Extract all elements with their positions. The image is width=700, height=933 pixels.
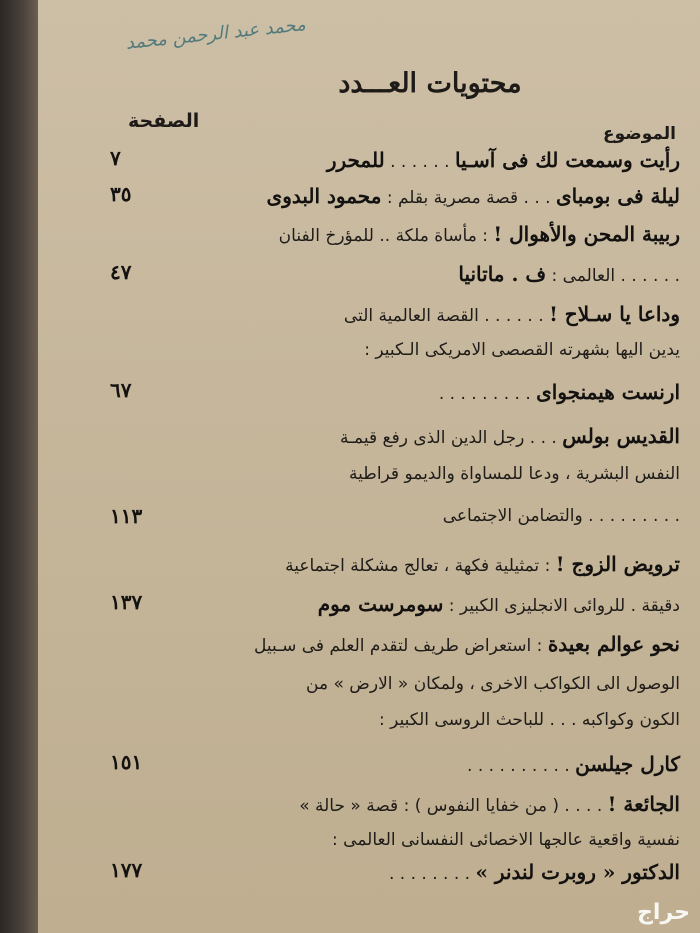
toc-entry <box>439 380 680 404</box>
entry-page-number: ١١٣ <box>110 504 143 528</box>
toc-entry <box>299 792 680 816</box>
book-spine-shadow <box>0 0 38 933</box>
entry-description: : مأساة ملكة .. للمؤرخ الفنان <box>278 226 488 246</box>
entry-title: نحو عوالم بعيدة <box>547 632 680 656</box>
entry-description: ( من خفايا النفوس ) : قصة « حالة » <box>299 796 560 816</box>
toc-entry <box>306 674 680 694</box>
leader-dots: . . . . . . . . . . <box>467 756 570 776</box>
toc-entry <box>458 262 680 286</box>
leader-dots: . . . . <box>564 796 603 816</box>
leader-dots: . . . . . . . . . <box>438 384 531 404</box>
entry-page-number: ١٣٧ <box>110 590 143 614</box>
entry-description: قصة مصرية بقلم : <box>386 188 519 208</box>
entry-description: الكون وكواكبه . . . للباحث الروسى الكبير : <box>378 710 680 730</box>
entry-description: يدين اليها بشهرته القصصى الامريكى الـكبير : <box>364 340 680 360</box>
handwritten-signature: محمد عبد الرحمن محمد <box>124 14 307 54</box>
watermark-logo: حراج <box>637 900 690 925</box>
entry-title: ليلة فى بومباى <box>555 184 680 208</box>
toc-entry <box>318 592 680 616</box>
toc-entry <box>332 830 680 850</box>
entry-author: ف . ماتانيا <box>458 262 547 286</box>
entry-page-number: ٦٧ <box>110 378 132 402</box>
entry-title: وداعا يا سـلاح ! <box>549 302 680 326</box>
entry-author: سومرست موم <box>317 592 444 616</box>
leader-dots: . . . . . . <box>484 306 544 326</box>
entry-description: والتضامن الاجتماعى <box>442 506 583 526</box>
toc-entry <box>279 222 680 246</box>
leader-dots: . . . . . . . . <box>389 864 471 884</box>
page-title: محتويات العـــدد <box>338 68 522 99</box>
entry-title: ربيبة المحن والأهوال ! <box>493 222 680 246</box>
toc-entry <box>467 752 680 776</box>
entry-page-number: ١٧٧ <box>110 858 143 882</box>
toc-entry <box>267 184 680 208</box>
entry-description: رجل الدين الذى رفع قيمـة <box>339 428 525 448</box>
toc-entry <box>389 860 680 884</box>
entry-description: نفسية واقعية عالجها الاخصائى النفسانى العالمى : <box>332 830 680 850</box>
leader-dots: . . . . . . <box>390 152 450 172</box>
entry-description: القصة العالمية التى <box>343 306 479 326</box>
toc-entry <box>340 424 680 448</box>
entry-page-number: ٧ <box>110 146 121 170</box>
entry-page-number: ١٥١ <box>110 750 143 774</box>
entry-description: العالمى : <box>551 266 616 286</box>
topic-column-header: الموضوع <box>603 124 676 144</box>
page-column-header: الصفحة <box>128 110 200 132</box>
toc-entry <box>379 710 680 730</box>
entry-author: للمحرر <box>326 148 385 172</box>
entry-author: محمود البدوى <box>266 184 382 208</box>
entry-title: ارنست هيمنجواى <box>536 380 680 404</box>
leader-dots: . . . . . . <box>620 266 680 286</box>
entry-description: دقيقة . للروائى الانجليزى الكبير : <box>448 596 680 616</box>
toc-entry <box>327 148 680 172</box>
entry-page-number: ٤٧ <box>110 260 132 284</box>
entry-title: الجائعة ! <box>607 792 680 816</box>
toc-entry <box>349 464 680 484</box>
entry-description: الوصول الى الكواكب الاخرى ، ولمكان « الارض » من <box>306 674 680 694</box>
toc-entry <box>364 340 680 360</box>
toc-entry <box>285 552 680 576</box>
entry-title: ترويض الزوج ! <box>555 552 680 576</box>
leader-dots: . . . . . . . . . <box>588 506 680 526</box>
toc-entry <box>254 632 680 656</box>
entry-description: النفس البشرية ، ودعا للمساواة والديمو قراطية <box>349 464 680 484</box>
leader-dots: . . . <box>529 428 557 448</box>
entry-title: رأيت وسمعت لك فى آسـيا <box>454 148 680 172</box>
toc-entry <box>344 302 680 326</box>
entry-title: كارل جيلسن <box>575 752 680 776</box>
leader-dots: . . . <box>523 188 551 208</box>
toc-entry <box>443 506 680 526</box>
document-page <box>38 0 700 933</box>
entry-title: القديس بولس <box>562 424 680 448</box>
entry-description: : استعراض طريف لتقدم العلم فى سـبيل <box>254 636 543 656</box>
entry-title: الدكتور « روبرت لندنر » <box>475 860 680 884</box>
entry-description: : تمثيلية فكهة ، تعالج مشكلة اجتماعية <box>285 556 551 576</box>
entry-page-number: ٣٥ <box>110 182 132 206</box>
